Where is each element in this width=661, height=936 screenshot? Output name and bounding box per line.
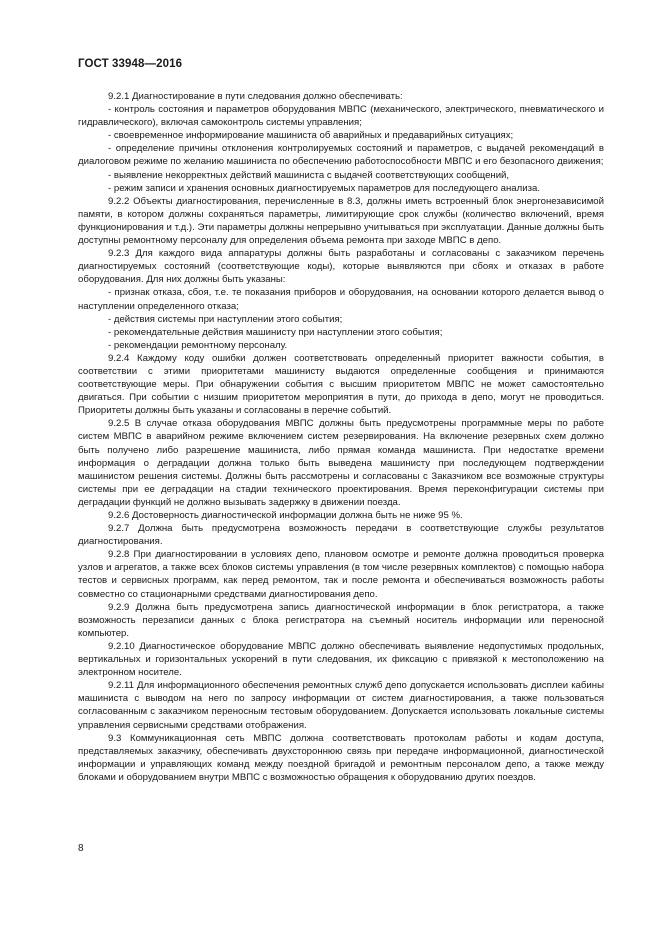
paragraph-9-2-10: 9.2.10 Диагностическое оборудование МВПС должно обеспечивать выявление недопустимых продольных, вертикальных и горизонтальных ускорений в пути следования, их фиксацию с привязкой к местоположению на электронном носителе. [78,640,604,679]
paragraph-9-2-2: 9.2.2 Объекты диагностирования, перечисленные в 8.3, должны иметь встроенный блок энергонезависимой памяти, в котором должны сохраняться параметры, лимитирующие срок службы (количество включений, время функционирования и т.д.). Эти параметры должны непрерывно учитываться при эксплуатации. Данные должны быть доступны ремонтному персоналу для определения объема ремонта при заходе МВПС в депо. [78,195,604,247]
list-item: - режим записи и хранения основных диагностируемых параметров для последующего анализа. [108,182,540,194]
paragraph-9-2-8: 9.2.8 При диагностировании в условиях депо, плановом осмотре и ремонте должна проводиться проверка узлов и агрегатов, а также всех блоков системы управления (в том числе резервных комплектов) с помощью набора тестов и сервисных программ, как перед ремонтом, так и после ремонта и обеспечиваться возможность работы совместно со стационарными средствами диагностирования депо. [78,549,604,600]
list-item: - выявление некорректных действий машиниста с выдачей соответствующих сообщений, [108,169,510,181]
paragraph-9-2-3: 9.2.3 Для каждого вида аппаратуры должны быть разработаны и согласованы с заказчиком перечень диагностируемых состояний (соответствующие коды), которые выявляются при сбоях и отказах в работе оборудования. Для них должны быть указаны: [78,248,604,286]
list-item: - действия системы при наступлении этого события; [108,313,343,325]
list-item: - определение причины отклонения контролируемых состояний и параметров, с выдачей рекомендаций в диалоговом режиме по желанию машиниста по обеспечению работоспособности МВПС и его безопасного движения; [78,143,604,168]
paragraph-9-2-4: 9.2.4 Каждому коду ошибки должен соответствовать определенный приоритет важности события, в соответствии с этими приоритетами машинисту выдаются определенные сообщения и принимаются соответствующие меры. При обнаружении события с высшим приоритетом МВПС не может самостоятельно двигаться. При событии с низшим приоритетом мероприятия в пути, до прихода в депо, могут не проводиться. Приоритеты должны быть указаны и согласованы в перечне событий. [78,352,604,417]
document-header: ГОСТ 33948—2016 [78,58,183,70]
list-item: - признак отказа, сбоя, т.е. те показания приборов и оборудования, на основании которого делается вывод о наступлении определенного отказа; [78,287,604,312]
page-number: 8 [78,843,84,854]
list-item: - рекомендации ремонтному персоналу. [108,339,288,351]
paragraph-9-2-9: 9.2.9 Должна быть предусмотрена запись диагностической информации в блок регистратора, а также возможность перезаписи данных с блока регистратора на съемный носитель информации или переносной компьютер. [78,601,604,639]
list-item: - контроль состояния и параметров оборудования МВПС (механического, электрического, пневматического и гидравлического), включая самоконтроль системы управления; [78,104,604,129]
document-body [78,90,604,784]
paragraph-9-2-1: 9.2.1 Диагностирование в пути следования должно обеспечивать: [108,91,403,102]
paragraph-9-2-7: 9.2.7 Должна быть предусмотрена возможность передачи в соответствующие службы результатов диагностирования. [78,523,604,548]
list-item: - своевременное информирование машиниста об аварийных и предаварийных ситуациях; [108,130,514,142]
paragraph-9-3: 9.3 Коммуникационная сеть МВПС должна соответствовать протоколам работы и кодам доступа, представляемых заказчику, обеспечивать двухстороннюю связь при передаче информационной, диагностической информации и управляющих команд между поездной бригадой и ремонтным персоналом депо, а также между блоками и оборудованием внутри МВПС с возможностью обращения к оборудованию других поездов. [78,732,604,783]
paragraph-9-2-11: 9.2.11 Для информационного обеспечения ремонтных служб депо допускается использовать дисплеи кабины машиниста с выводом на него по запросу информации от систем диагностирования, а также пользоваться согласованным с заказчиком переносным тестовым оборудованием. Допускается использовать локальные системы управления сервисными средствами отображения. [78,680,604,731]
paragraph-9-2-5: 9.2.5 В случае отказа оборудования МВПС должны быть предусмотрены программные меры по работе систем МВПС в аварийном режиме включением систем резервирования. На включение резервных схем должно быть получено либо разрешение машиниста, либо прямая команда машиниста. При недостатке времени информация о деградации должна только быть выведена машинисту при последующем подтверждении машинистом решения системы. Должны быть рассмотрены и согласованы с Заказчиком все возможные структуры системы при ее деградации на стадии технического проектирования. Время переконфигурации системы при деградации функций не должно вызывать задержку в движении поезда. [78,418,604,508]
paragraph-9-2-6: 9.2.6 Достоверность диагностической информации должна быть не ниже 95 %. [108,510,463,521]
list-item: - рекомендательные действия машинисту при наступлении этого события; [108,326,443,338]
